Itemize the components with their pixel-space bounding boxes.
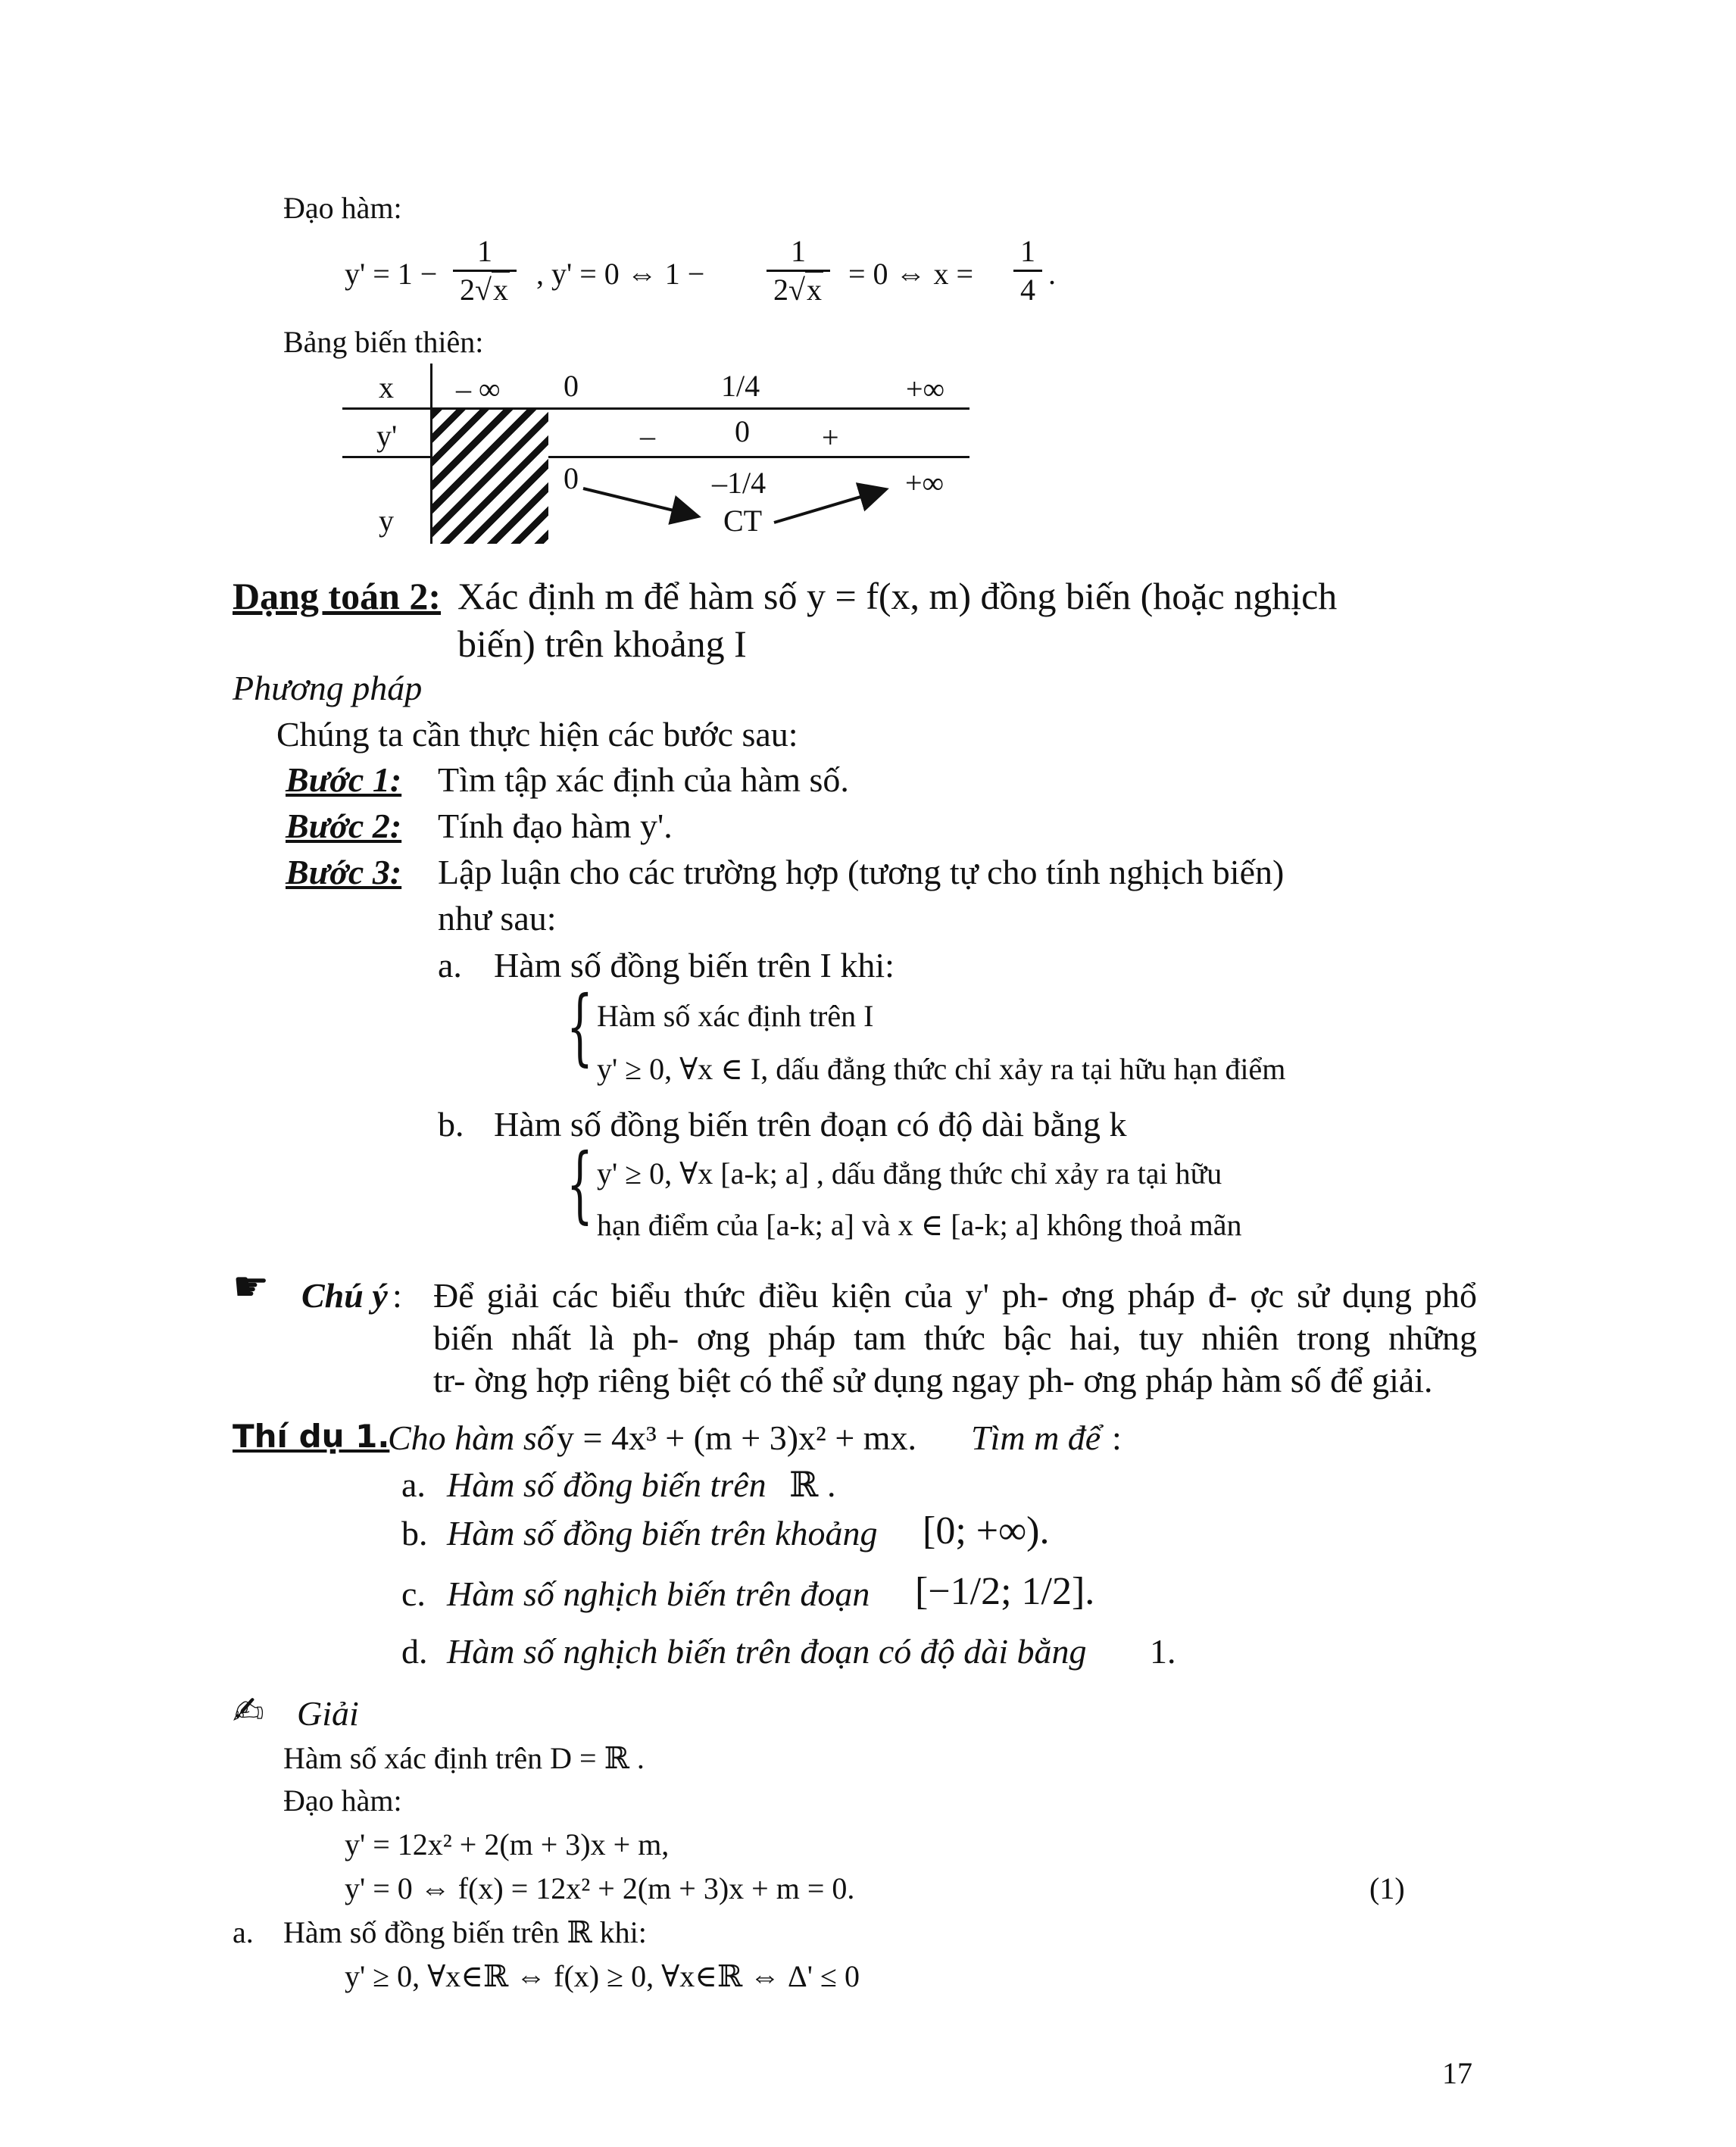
writing-hand-icon: ✍ xyxy=(233,1689,264,1733)
example-c-label: c. xyxy=(401,1574,426,1613)
note-line-1: Để giải các biểu thức điều kiện của y' ph- ơng pháp đ- ợc sử dụng phổ xyxy=(433,1276,1477,1315)
pointing-hand-icon: ☛ xyxy=(233,1262,270,1310)
real-numbers-symbol: ℝ xyxy=(789,1465,819,1504)
row-label-y: y xyxy=(379,504,394,538)
solution-domain: Hàm số xác định trên D = ℝ . xyxy=(283,1741,645,1775)
example-a-label: a. xyxy=(401,1465,426,1504)
method-heading: Phương pháp xyxy=(233,669,423,707)
solution-heading: Giải xyxy=(297,1694,359,1733)
method-intro: Chúng ta cần thực hiện các bước sau: xyxy=(276,715,798,754)
y-prime-sign: + xyxy=(822,420,839,454)
fraction-denominator: 2√x xyxy=(460,273,508,307)
x-value: 1/4 xyxy=(721,369,760,403)
case-b-condition-1: y' ≥ 0, ∀x [a-k; a] , dấu đẳng thức chỉ xảy ra tại hữu xyxy=(597,1156,1222,1191)
section-label: Dạng toán 2: xyxy=(233,575,442,617)
y-prime-sign: – xyxy=(640,419,655,453)
solution-a-condition: y' ≥ 0, ∀x∈ℝ ⇔ f(x) ≥ 0, ∀x∈ℝ ⇔ Δ' ≤ 0 xyxy=(345,1959,860,1993)
step-3-line-2: như sau: xyxy=(438,899,557,938)
step-3-line-1: Lập luận cho các trường hợp (tương tự cho tính nghịch biến) xyxy=(438,853,1285,891)
section-title-line-2: biến) trên khoảng I xyxy=(457,623,747,665)
step-2-text: Tính đạo hàm y'. xyxy=(438,807,673,845)
y-value-min: –1/4 xyxy=(712,466,767,500)
example-b-label: b. xyxy=(401,1514,428,1553)
case-b-label: b. xyxy=(438,1105,464,1144)
example-formula: y = 4x³ + (m + 3)x² + mx. xyxy=(557,1418,917,1457)
left-brace: { xyxy=(567,1135,593,1232)
fraction-denominator: 2√x xyxy=(773,273,822,307)
fraction-denominator: 4 xyxy=(1020,273,1035,307)
solution-a-text: Hàm số đồng biến trên ℝ khi: xyxy=(283,1915,647,1949)
case-a-condition-1: Hàm số xác định trên I xyxy=(597,999,874,1033)
example-d-label: d. xyxy=(401,1632,428,1671)
solution-a-label: a. xyxy=(233,1915,254,1949)
fraction-numerator: 1 xyxy=(791,234,806,268)
fraction-numerator: 1 xyxy=(1020,234,1035,268)
y-prime-expr-start: y' = 1 − xyxy=(345,257,438,291)
y-value-end: +∞ xyxy=(905,466,944,500)
bang-bien-thien-label: Bảng biến thiên: xyxy=(283,325,484,359)
row-label-y-prime: y' xyxy=(376,419,398,453)
case-b-condition-2: hạn điểm của [a-k; a] và x ∈ [a-k; a] không thoả mãn xyxy=(597,1208,1242,1242)
period: . xyxy=(1048,257,1056,291)
case-a-condition-2: y' ≥ 0, ∀x ∈ I, dấu đẳng thức chỉ xảy ra tại hữu hạn điểm xyxy=(597,1052,1286,1086)
row-label-x: x xyxy=(379,370,394,404)
fraction-numerator: 1 xyxy=(477,234,492,268)
step-3-label: Bước 3: xyxy=(286,853,402,891)
y-prime-end: = 0 ⇔ x = xyxy=(848,257,974,291)
example-c-interval: [−1/2; 1/2]. xyxy=(915,1570,1095,1613)
step-2-label: Bước 2: xyxy=(286,807,402,845)
example-c-text: Hàm số nghịch biến trên đoạn xyxy=(447,1574,870,1613)
y-prime-zero: 0 xyxy=(735,414,750,448)
step-1-text: Tìm tập xác định của hàm số. xyxy=(438,760,849,799)
note-line-2: biến nhất là ph- ơng pháp tam thức bậc hai, tuy nhiên trong những xyxy=(433,1318,1477,1357)
case-b-text: Hàm số đồng biến trên đoạn có độ dài bằng k xyxy=(494,1105,1127,1144)
example-d-value: 1. xyxy=(1150,1632,1176,1671)
example-b-text: Hàm số đồng biến trên khoảng xyxy=(447,1514,878,1553)
decreasing-arrow xyxy=(583,488,698,516)
y-prime-mid: , y' = 0 ⇔ 1 − xyxy=(536,257,705,291)
example-statement-pre: Cho hàm số xyxy=(388,1418,554,1457)
case-a-text: Hàm số đồng biến trên I khi: xyxy=(494,946,895,985)
example-a-text: Hàm số đồng biến trên xyxy=(447,1465,767,1504)
dao-ham-label: Đạo hàm: xyxy=(283,191,402,225)
step-1-label: Bước 1: xyxy=(286,760,402,799)
left-brace: { xyxy=(567,978,593,1075)
y-value-start: 0 xyxy=(564,461,579,495)
example-colon: : xyxy=(1112,1418,1122,1457)
x-value: 0 xyxy=(564,369,579,403)
case-a-label: a. xyxy=(438,946,462,985)
example-b-interval: [0; +∞). xyxy=(923,1509,1050,1553)
note-label: Chú ý xyxy=(301,1276,388,1315)
solution-equation-1: y' = 12x² + 2(m + 3)x + m, xyxy=(345,1827,670,1861)
solution-equation-2: y' = 0 ⇔ f(x) = 12x² + 2(m + 3)x + m = 0. xyxy=(345,1871,855,1905)
equation-number: (1) xyxy=(1369,1871,1405,1905)
note-line-3: tr- ờng hợp riêng biệt có thể sử dụng ngay ph- ơng pháp hàm số để giải. xyxy=(433,1361,1433,1400)
example-statement-post: Tìm m để xyxy=(971,1418,1101,1457)
note-colon: : xyxy=(392,1276,402,1315)
page-number: 17 xyxy=(1442,2056,1472,2090)
example-label: Thí dụ 1. xyxy=(233,1418,390,1455)
example-a-end: . xyxy=(827,1465,836,1504)
x-value: – ∞ xyxy=(456,372,501,406)
example-d-text: Hàm số nghịch biến trên đoạn có độ dài bằng xyxy=(447,1632,1087,1671)
solution-dao-ham: Đạo hàm: xyxy=(283,1783,402,1818)
x-value: +∞ xyxy=(906,372,945,406)
section-title-line-1: Xác định m để hàm số y = f(x, m) đồng biến (hoặc nghịch xyxy=(457,575,1338,617)
y-value-ct: CT xyxy=(723,504,763,538)
increasing-arrow xyxy=(774,489,886,523)
